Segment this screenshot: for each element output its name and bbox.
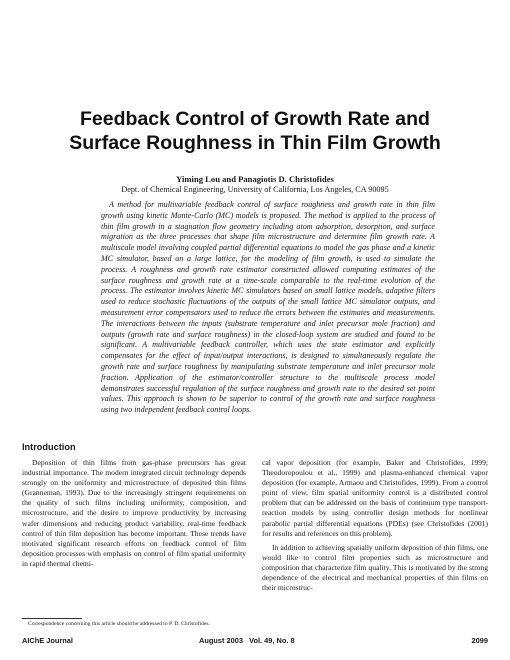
body-column-right bbox=[262, 458, 488, 593]
footer-issue-info: August 2003 Vol. 49, No. 8 bbox=[199, 636, 295, 645]
body-paragraph: Deposition of thin films from gas-phase precursors has great industrial importance. The modern integrated circuit technology depends strongly on the uniformity and microstructure of deposited thin films (Granneman, 1993). Due to the increasingly stringent requirements on the quality of such films including uniformity, composition, and microstructure, and the desire to improve productivity by increasing wafer dimensions and reducing product variability, real-time feedback control of thin film deposition has become important. These trends have motivated significant research efforts on feedback control of film deposition processes with emphasis on control of film spatial uniformity in rapid thermal chemi- bbox=[22, 458, 246, 568]
footer-journal-name: AIChE Journal bbox=[22, 636, 73, 645]
body-column-left bbox=[22, 458, 246, 569]
title-line-2: Surface Roughness in Thin Film Growth bbox=[69, 132, 441, 154]
title-line-1: Feedback Control of Growth Rate and bbox=[80, 108, 430, 130]
body-paragraph: In addition to achieving spatially uniform deposition of thin films, one would like to control film properties such as microstructure and composition that characterize film quality. This is motivated by the strong dependence of the electrical and mechanical properties of thin films on their microstruc- bbox=[262, 542, 488, 593]
footnote-divider bbox=[22, 618, 82, 619]
affiliation: Dept. of Chemical Engineering, University of California, Los Angeles, CA 90095 bbox=[121, 185, 389, 194]
abstract: A method for multivariable feedback control of surface roughness and growth rate in thin film growth using kinetic Monte-Carlo (MC) models is proposed. The method is applied to the process of thin film growth in a stagnation flow geometry including atom adsorption, desorption, and surface migration as the three processes that shape film microstructure and determine film growth rate. A multiscale model involving coupled partial differential equations to model the gas phase and a kinetic MC simulator, based on a large lattice, for the modeling of film growth, is used to simulate the process. A roughness and growth rate estimator constructed allowed computing estimates of the surface roughness and growth rate at a time-scale comparable to the real-time evolution of the process. The estimator involves kinetic MC simulators based on small lattice models, adaptive filters used to reduce stochastic fluctuations of the outputs of the small lattice MC simulator outputs, and measurement error compensators used to reduce the errors between the estimates and measurements. The interactions between the inputs (substrate temperature and inlet precursor mole fraction) and outputs (growth rate and surface roughness) in the closed-loop system are studied and found to be significant. A multivariable feedback controller, which uses the state estimator and explicitly compensates for the effect of input/output interactions, is designed to simultaneously regulate the growth rate and surface roughness by manipulating substrate temperature and inlet precursor mole fraction. Application of the estimator/controller structure to the multiscale process model demonstrates successful regulation of the surface roughness and growth rate to the desired set point values. This approach is shown to be superior to control of the growth rate and surface roughness using two independent feedback control loops. bbox=[101, 200, 435, 415]
correspondence-footnote: Correspondence concerning this article should be addressed to P. D. Christofides. bbox=[28, 621, 210, 627]
section-heading-introduction: Introduction bbox=[22, 442, 76, 452]
footer-page-number: 2099 bbox=[471, 636, 488, 645]
author-list: Yiming Lou and Panagiotis D. Christofides bbox=[176, 174, 334, 184]
body-paragraph: cal vapor deposition (for example, Baker and Christofides, 1999; Theodoropoulou et al., 1999) and plasma-enhanced chemical vapor deposition (for example, Armaou and Christofides, 1999). From a control point of view, film spatial uniformity control is a distributed control problem that can be addressed on the basis of continuum type transport-reaction models by using controller design methods for nonlinear parabolic partial differential equations (PDEs) (see Christofides (2001) for results and references on this problem). bbox=[262, 458, 488, 538]
paper-title bbox=[40, 107, 470, 155]
